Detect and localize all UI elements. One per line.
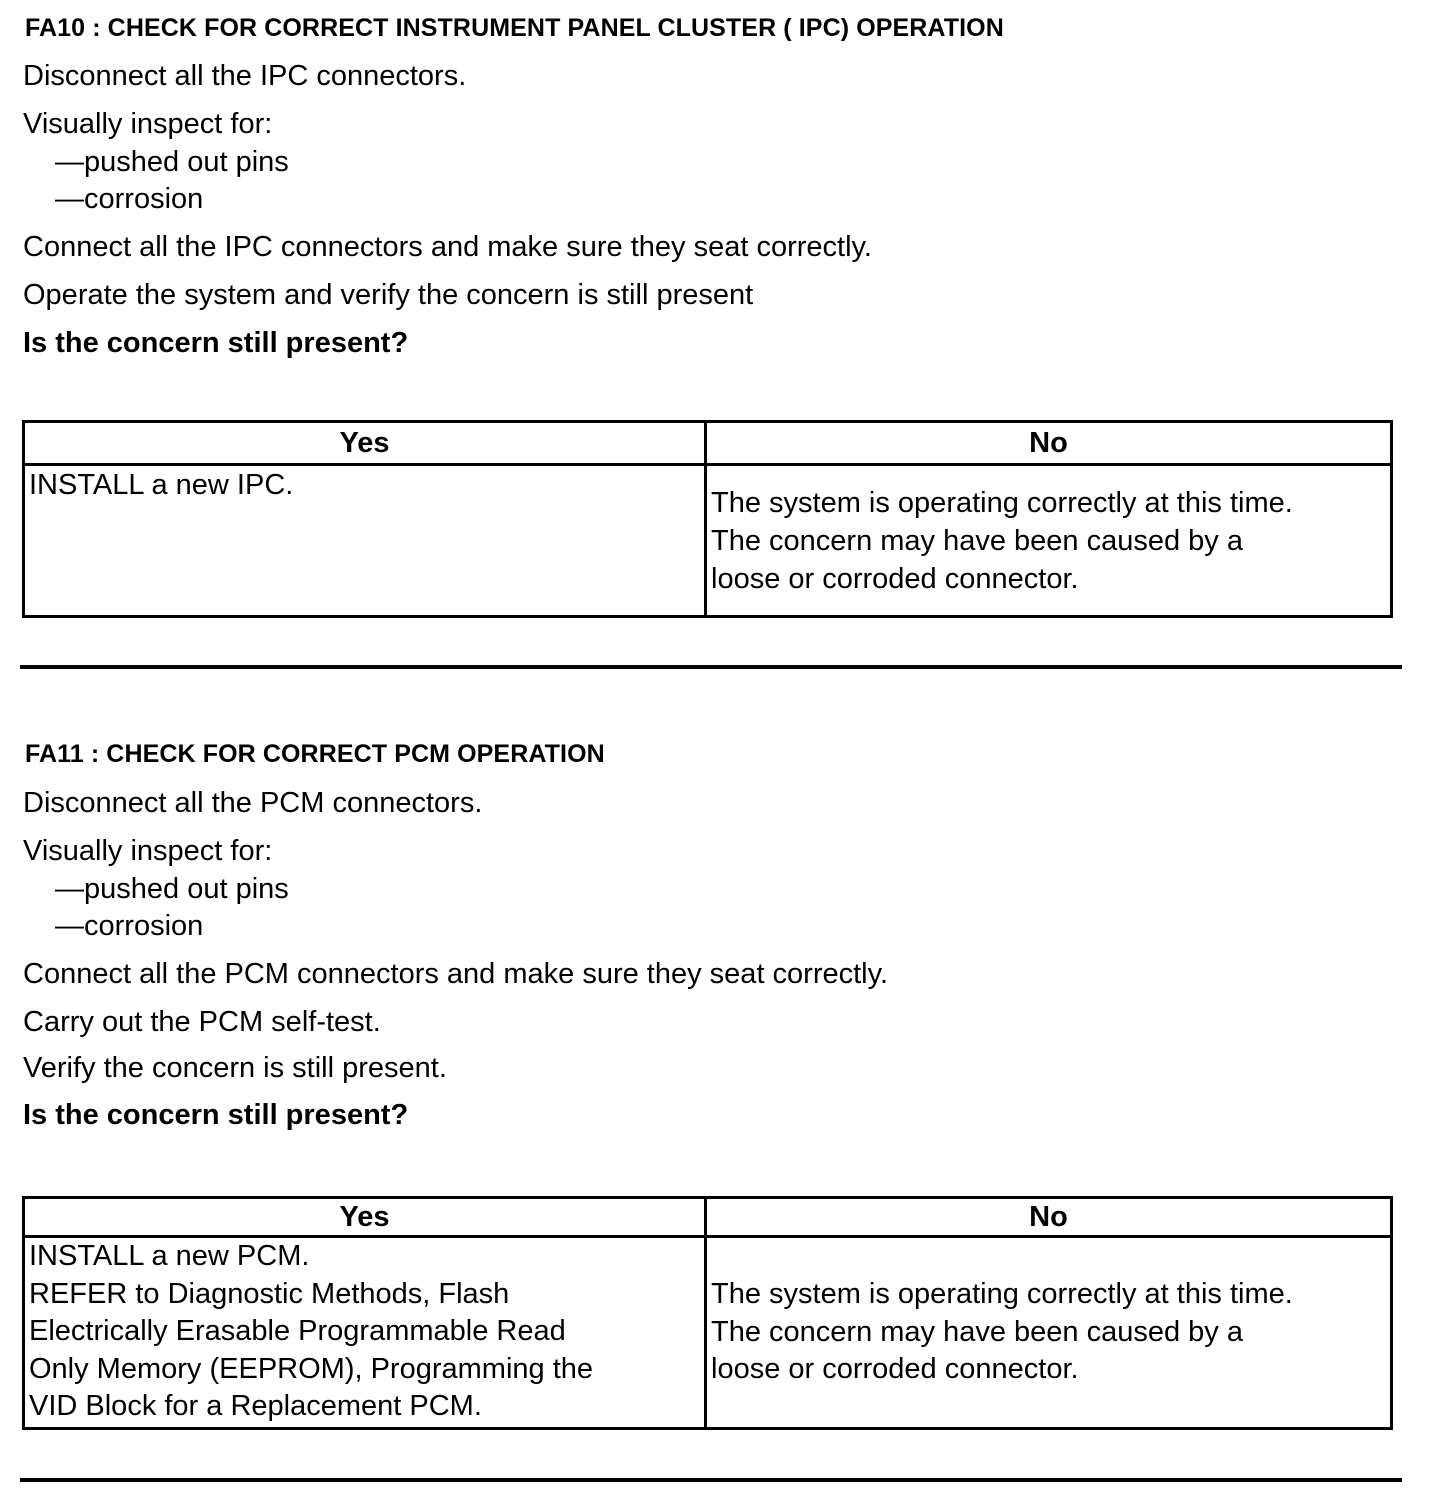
section-divider (20, 1478, 1402, 1482)
fa10-step-inspect: Visually inspect for: (23, 108, 273, 140)
fa11-question: Is the concern still present? (23, 1099, 409, 1131)
fa11-bullet-pins: —pushed out pins (55, 873, 289, 905)
fa10-no-line: The concern may have been caused by a (711, 524, 1243, 557)
fa11-table-header-row (24, 1198, 1392, 1237)
fa10-step-disconnect: Disconnect all the IPC connectors. (23, 60, 467, 92)
fa11-step-verify: Verify the concern is still present. (23, 1052, 447, 1084)
fa10-table-body-row (24, 465, 1392, 617)
fa11-yes-header: Yes (24, 1198, 706, 1237)
fa11-step-connect: Connect all the PCM connectors and make sure they seat correctly. (23, 958, 889, 990)
fa11-table-body-row (24, 1237, 1392, 1429)
fa10-yes-cell (24, 465, 706, 617)
fa11-step-disconnect: Disconnect all the PCM connectors. (23, 787, 483, 819)
fa11-no-cell (706, 1237, 1392, 1429)
fa10-step-connect: Connect all the IPC connectors and make sure they seat correctly. (23, 231, 872, 263)
fa10-no-line: The system is operating correctly at this time. (711, 486, 1293, 519)
fa10-no-line: loose or corroded connector. (711, 562, 1079, 595)
fa10-step-operate: Operate the system and verify the concern is still present (23, 279, 754, 311)
fa10-result-table (22, 420, 1393, 618)
fa11-yes-line: REFER to Diagnostic Methods, Flash (29, 1277, 510, 1310)
fa10-yes-line: INSTALL a new IPC. (29, 469, 294, 501)
fa11-no-line: The system is operating correctly at this time. (711, 1278, 1293, 1311)
fa11-heading: FA11 : CHECK FOR CORRECT PCM OPERATION (25, 740, 605, 768)
fa11-no-header: No (706, 1198, 1392, 1237)
fa11-step-self-test: Carry out the PCM self-test. (23, 1006, 381, 1038)
fa10-no-header: No (706, 422, 1392, 465)
fa10-bullet-corrosion: —corrosion (55, 183, 204, 215)
fa10-heading: FA10 : CHECK FOR CORRECT INSTRUMENT PANEL CLUSTER ( IPC) OPERATION (25, 14, 1004, 42)
fa11-yes-line: VID Block for a Replacement PCM. (29, 1390, 482, 1422)
fa10-table-header-row (24, 422, 1392, 465)
fa10-yes-header: Yes (24, 422, 706, 465)
fa11-no-line: loose or corroded connector. (711, 1353, 1079, 1386)
fa11-yes-line: Only Memory (EEPROM), Programming the (29, 1352, 594, 1385)
fa11-yes-cell (24, 1237, 706, 1429)
fa11-yes-line: Electrically Erasable Programmable Read (29, 1315, 566, 1347)
fa11-no-line: The concern may have been caused by a (711, 1315, 1243, 1348)
fa11-yes-line: INSTALL a new PCM. (29, 1240, 310, 1272)
fa10-bullet-pins: —pushed out pins (55, 146, 289, 178)
fa11-step-inspect: Visually inspect for: (23, 835, 273, 867)
fa10-no-cell (706, 465, 1392, 617)
fa10-question: Is the concern still present? (23, 327, 409, 359)
section-divider (20, 665, 1402, 669)
fa11-bullet-corrosion: —corrosion (55, 910, 204, 942)
fa11-result-table (22, 1196, 1393, 1430)
